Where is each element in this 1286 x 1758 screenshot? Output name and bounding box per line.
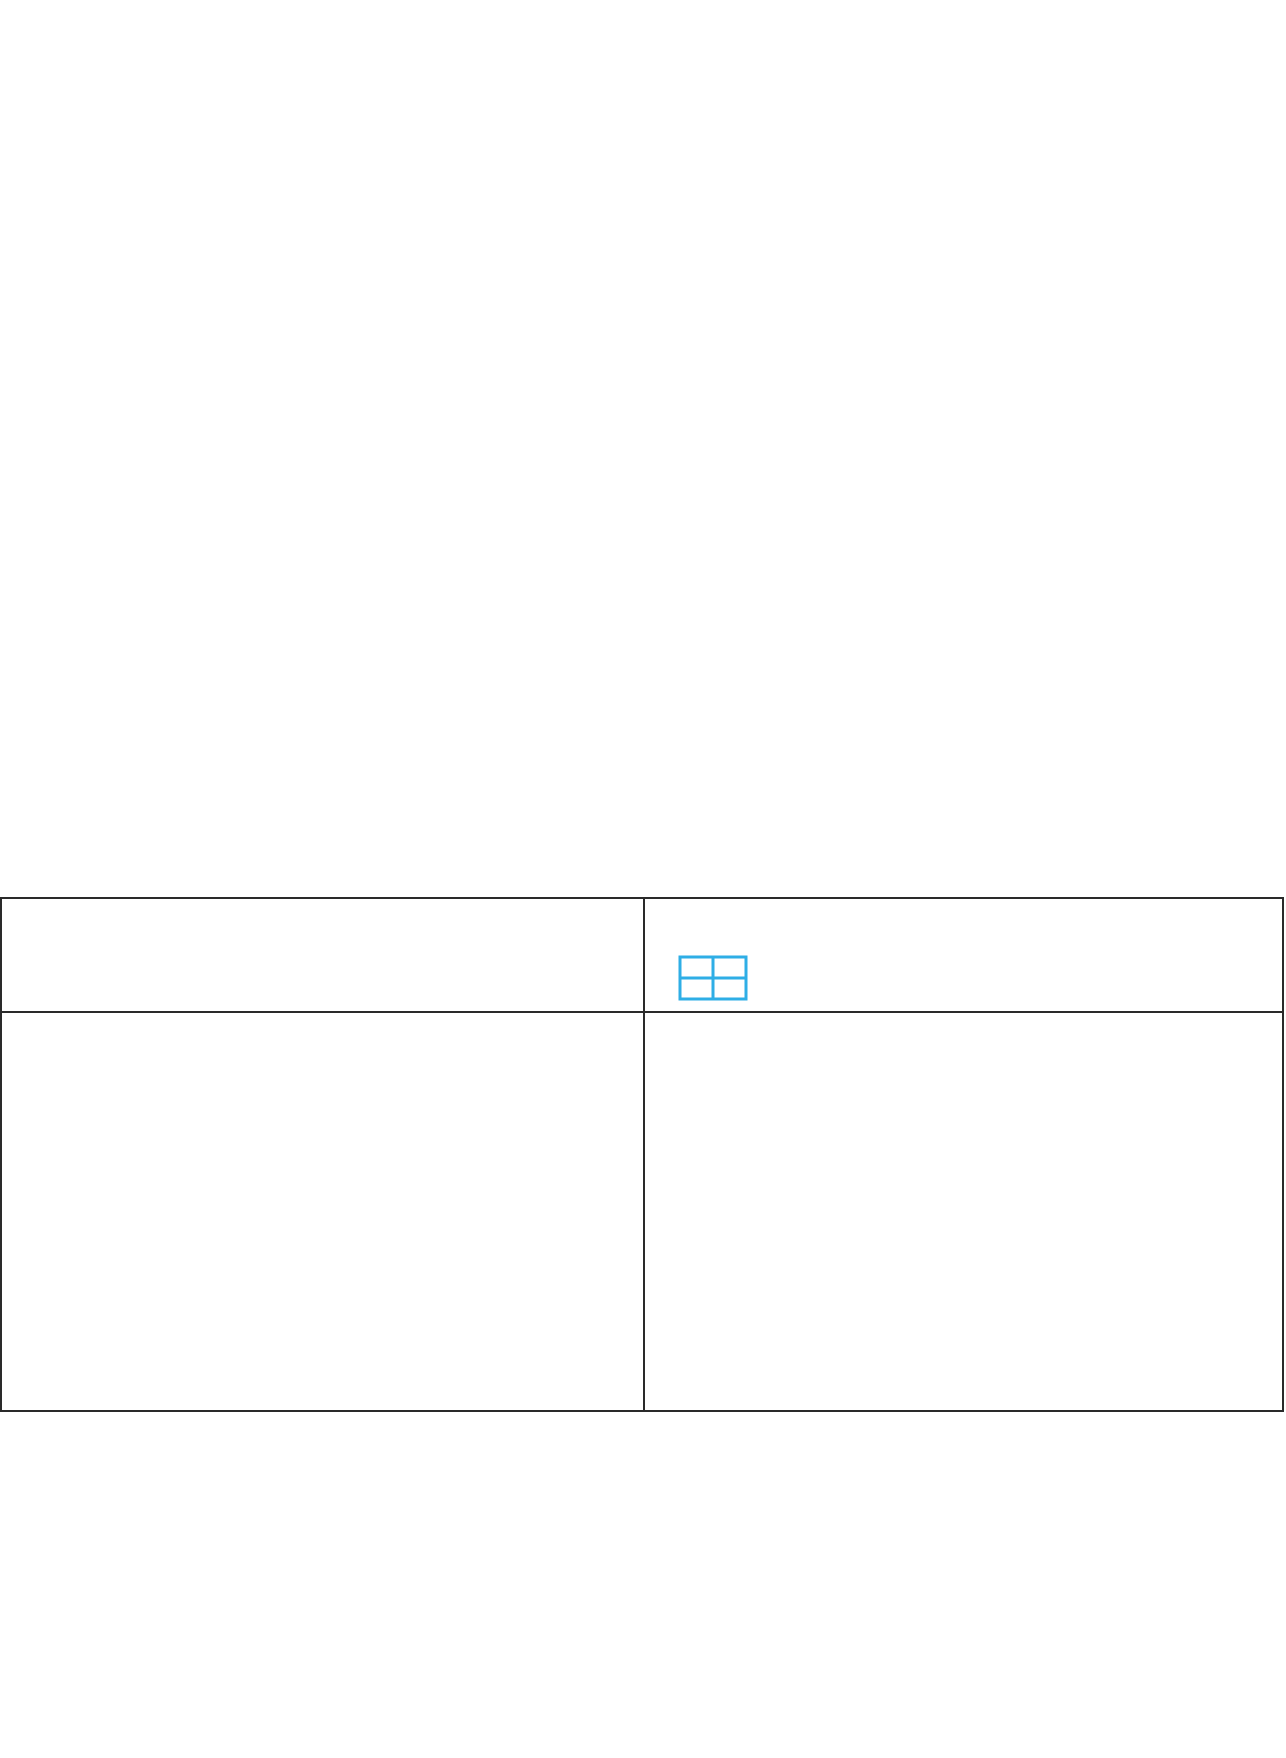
column-divider [643,899,645,1410]
header-divider [2,1011,1282,1013]
pictograph-table [0,897,1284,1412]
grid-2x2-icon [678,955,748,1001]
